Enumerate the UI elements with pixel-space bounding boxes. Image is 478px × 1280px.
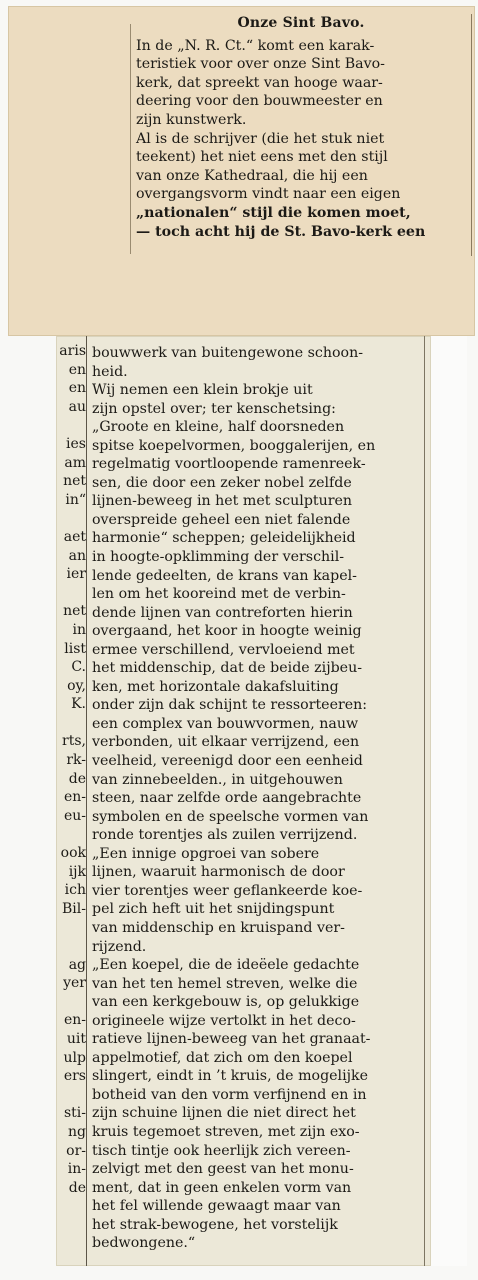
fragment-text: en- bbox=[63, 1012, 86, 1029]
fragment-text: rts, bbox=[62, 733, 86, 750]
fragment-text bbox=[56, 1086, 86, 1105]
fragment-text: uit bbox=[66, 1030, 86, 1047]
text-line: het middenschip, dat de beide zijbeu- bbox=[92, 660, 362, 677]
text-line: bouwwerk van buitengewone schoon- bbox=[92, 345, 364, 361]
fragment-text: en bbox=[68, 380, 86, 397]
fragment-text: ich bbox=[64, 882, 86, 899]
fragment-text: sti- bbox=[63, 1105, 86, 1122]
fragment-text: Bil- bbox=[62, 900, 86, 917]
fragment-text: ies bbox=[66, 435, 86, 452]
text-line: een complex van bouwvormen, nauw bbox=[92, 715, 359, 732]
fragment-text: au bbox=[68, 398, 86, 415]
text-line: „Groote en kleine, half doorsneden bbox=[92, 419, 345, 436]
text-line: onder zijn dak schijnt te ressorteeren: bbox=[92, 697, 368, 714]
fragment-text: aet bbox=[63, 528, 86, 545]
fragment-text: in bbox=[72, 621, 86, 638]
text-line: ratieve lijnen-beweeg van het granaat- bbox=[92, 1031, 371, 1048]
fragment-text: am bbox=[64, 454, 86, 471]
fragment-text bbox=[56, 993, 86, 1012]
fragment-text: or- bbox=[66, 1142, 86, 1159]
text-line: het fel willende gewaagt maar van bbox=[92, 1198, 341, 1215]
text-line: harmonie“ scheppen; geleidelijkheid bbox=[92, 530, 356, 547]
text-line: van het ten hemel streven, welke die bbox=[92, 975, 358, 992]
column-rule bbox=[86, 336, 87, 1266]
text-line: tisch tintje ook heerlijk zich vereen- bbox=[92, 1142, 351, 1159]
column-rule bbox=[471, 14, 472, 256]
text-line: lijnen, waaruit harmonisch de door bbox=[92, 864, 345, 881]
fragment-text: ulp bbox=[63, 1049, 86, 1066]
text-line: overspreide geheel een niet falende bbox=[92, 511, 351, 528]
fragment-text: en- bbox=[63, 789, 86, 806]
fragment-text: ng bbox=[68, 1123, 86, 1140]
article-title: Onze Sint Bavo. bbox=[237, 15, 365, 31]
fragment-text bbox=[56, 584, 86, 603]
fragment-text: in- bbox=[67, 1161, 86, 1178]
text-line: vier torentjes weer geflankeerde koe- bbox=[92, 882, 363, 899]
text-line: Wij nemen een klein brokje uit bbox=[92, 382, 313, 399]
text-line: zijn kunstwerk. bbox=[136, 111, 247, 128]
text-line: origineele wijze vertolkt in het deco- bbox=[92, 1012, 356, 1029]
fragment-text: C. bbox=[71, 659, 86, 676]
fragment-text: in“ bbox=[65, 491, 86, 508]
fragment-text: ook bbox=[60, 845, 86, 862]
text-line: „Een innige opgroei van sobere bbox=[92, 845, 320, 862]
fragment-text: ers bbox=[63, 1068, 86, 1085]
fragment-text bbox=[56, 509, 86, 528]
text-line: len om het kooreind met de verbin- bbox=[92, 586, 346, 603]
text-line: rijzend. bbox=[92, 938, 147, 955]
fragment-text bbox=[56, 416, 86, 435]
adjacent-column-fragments bbox=[56, 342, 86, 1262]
top-article-text bbox=[136, 37, 466, 242]
text-line: van zinnebeelden., in uitgehouwen bbox=[92, 771, 343, 788]
text-line: teristiek voor over onze Sint Bavo- bbox=[136, 56, 385, 73]
text-line: appelmotief, dat zich om den koepel bbox=[92, 1049, 353, 1066]
text-line: dende lijnen van contreforten hierin bbox=[92, 604, 353, 621]
text-line: slingert, eindt in ’t kruis, de mogelijke bbox=[92, 1068, 369, 1085]
text-line: pel zich heft uit het snijdingspunt bbox=[92, 901, 335, 918]
text-line: ment, dat in geen enkelen vorm van bbox=[92, 1179, 352, 1196]
fragment-text: net bbox=[63, 603, 86, 620]
text-line: lijnen-beweeg in het met sculpturen bbox=[92, 493, 353, 510]
text-line: deering voor den bouwmeester en bbox=[136, 93, 383, 110]
text-line: van onze Kathedraal, die hij een bbox=[136, 167, 368, 184]
text-line: bedwongene.“ bbox=[92, 1235, 196, 1252]
text-line: — toch acht hij de St. Bavo-kerk een bbox=[136, 223, 426, 240]
text-line: lende gedeelten, de krans van kapel- bbox=[92, 567, 357, 584]
text-line: zijn schuine lijnen die niet direct het bbox=[92, 1105, 356, 1122]
text-line: symbolen en de speelsche vormen van bbox=[92, 808, 369, 825]
column-rule bbox=[424, 336, 425, 1266]
text-line: zijn opstel over; ter kenschetsing: bbox=[92, 400, 336, 417]
text-line: zelvigt met den geest van het monu- bbox=[92, 1161, 354, 1178]
text-line: veelheid, vereenigd door een eenheid bbox=[92, 753, 363, 770]
fragment-text: ag bbox=[68, 956, 86, 973]
text-line: verbonden, uit elkaar verrijzend, een bbox=[92, 734, 360, 751]
fragment-text: ier bbox=[66, 566, 86, 583]
fragment-text: eu- bbox=[63, 807, 86, 824]
text-line: ronde torentjes als zuilen verrijzend. bbox=[92, 827, 358, 844]
text-line: sen, die door een zeker nobel zelfde bbox=[92, 474, 352, 491]
text-line: „Een koepel, die de ideëele gedachte bbox=[92, 957, 360, 974]
text-line: kerk, dat spreekt van hooge waar- bbox=[136, 74, 383, 91]
fragment-text bbox=[56, 825, 86, 844]
fragment-text: ijk bbox=[68, 863, 86, 880]
text-line: het strak-bewogene, het vorstelijk bbox=[92, 1216, 338, 1233]
text-line: „nationalen“ stijl die komen moet, bbox=[136, 204, 411, 221]
fragment-text: de bbox=[68, 770, 86, 787]
text-line: in hoogte-opklimming der verschil- bbox=[92, 549, 345, 566]
fragment-text: yer bbox=[63, 975, 86, 992]
fragment-text: aris bbox=[59, 343, 86, 359]
scan-margin bbox=[431, 336, 467, 1266]
text-line: Al is de schrijver (die het stuk niet bbox=[136, 130, 385, 147]
text-line: overgangsvorm vindt naar een eigen bbox=[136, 186, 401, 203]
text-line: botheid van den vorm verfijnend en in bbox=[92, 1086, 367, 1103]
fragment-text: en bbox=[68, 361, 86, 378]
text-line: overgaand, het koor in hoogte weinig bbox=[92, 623, 362, 640]
fragment-text: list bbox=[64, 640, 86, 657]
text-line: In de „N. R. Ct.“ komt een karak- bbox=[136, 37, 375, 54]
text-line: regelmatig voortloopende ramenreek- bbox=[92, 456, 366, 473]
text-line: kruis tegemoet streven, met zijn exo- bbox=[92, 1123, 360, 1140]
text-line: heid. bbox=[92, 363, 128, 380]
fragment-text: oy, bbox=[67, 677, 86, 694]
fragment-text bbox=[56, 937, 86, 956]
text-line: steen, naar zelfde orde aangebrachte bbox=[92, 790, 362, 807]
text-line: van middenschip en kruispand ver- bbox=[92, 919, 345, 936]
text-line: teekent) het niet eens met den stijl bbox=[136, 149, 388, 166]
text-line: ken, met horizontale dakafsluiting bbox=[92, 678, 339, 695]
fragment-text: an bbox=[68, 547, 86, 564]
fragment-text: rk- bbox=[66, 752, 86, 769]
column-rule bbox=[130, 24, 131, 254]
text-line: ermee verschillend, vervloeiend met bbox=[92, 641, 355, 658]
text-line: van een kerkgebouw is, op gelukkige bbox=[92, 994, 360, 1011]
main-clipping bbox=[56, 336, 431, 1266]
top-article-block bbox=[136, 14, 466, 241]
fragment-text bbox=[56, 714, 86, 733]
main-article-text bbox=[92, 344, 422, 1253]
fragment-text: net bbox=[63, 473, 86, 490]
text-line: spitse koepelvormen, booggalerijen, en bbox=[92, 437, 376, 454]
top-clipping bbox=[8, 6, 475, 336]
fragment-text: K. bbox=[71, 696, 86, 713]
fragment-text bbox=[56, 918, 86, 937]
fragment-text: de bbox=[68, 1179, 86, 1196]
